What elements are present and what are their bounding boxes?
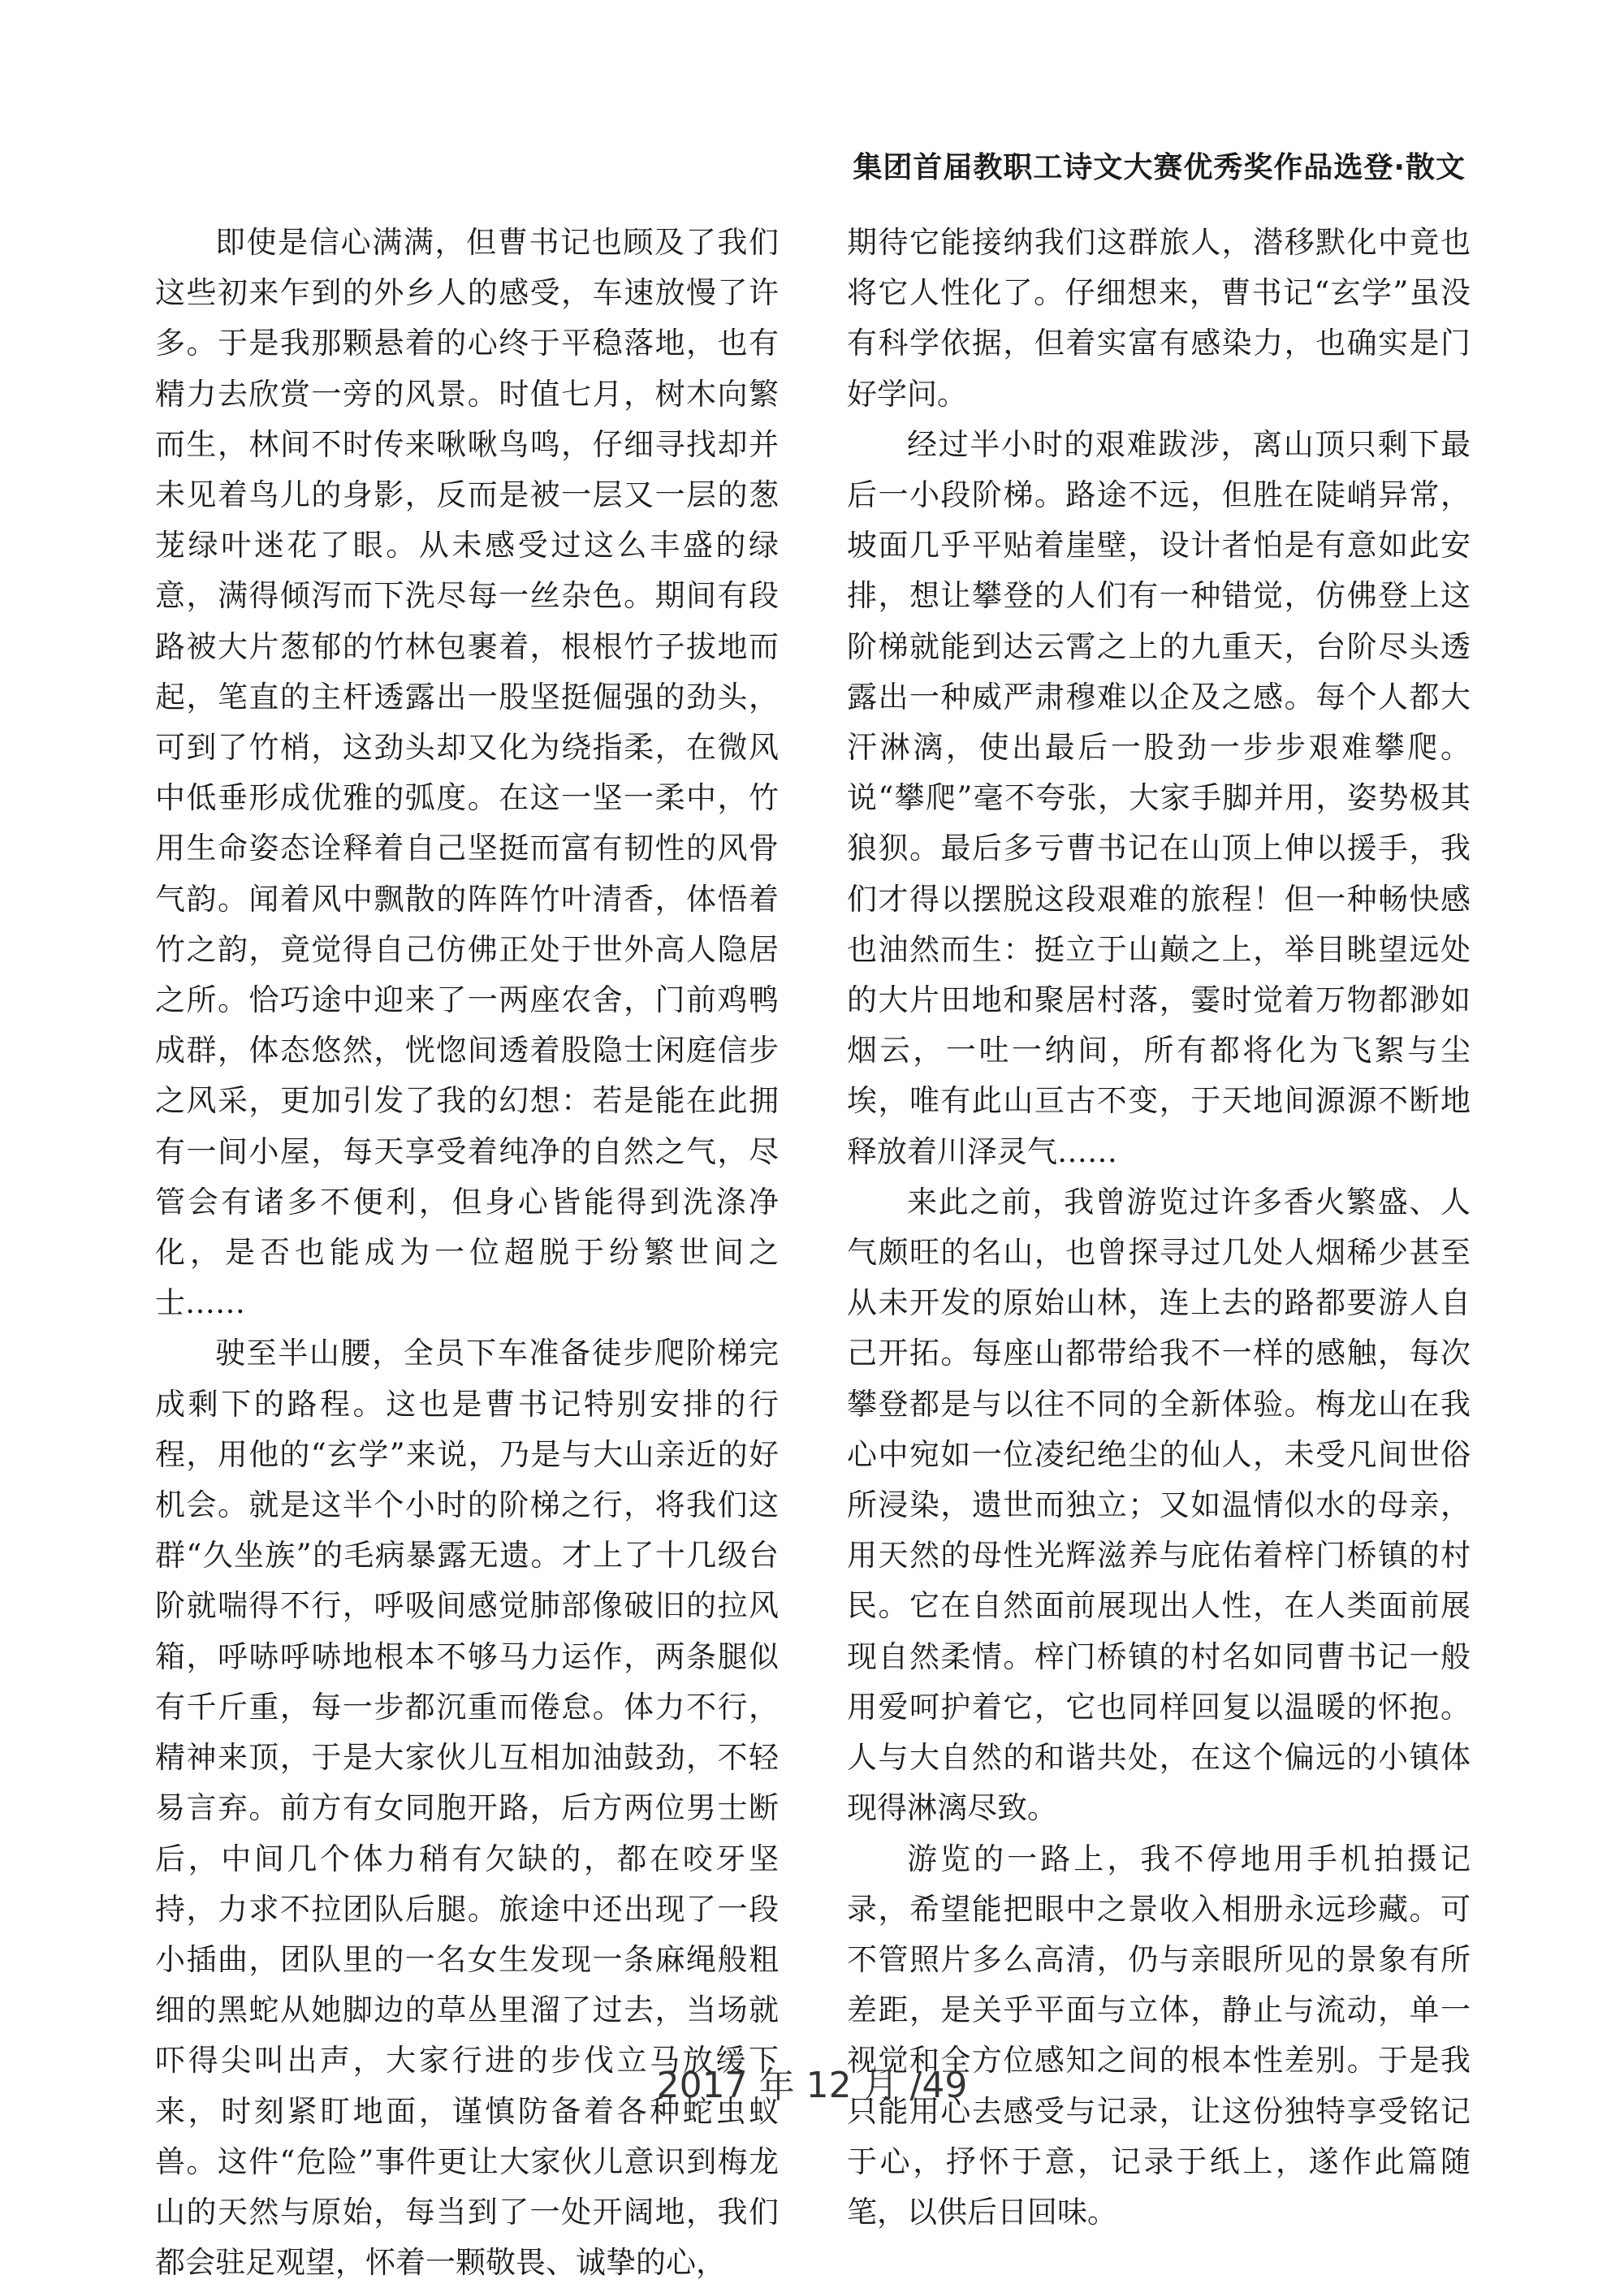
left-column xyxy=(155,218,779,2288)
paragraph: 游览的一路上，我不停地用手机拍摄记录，希望能把眼中之景收入相册永远珍藏。可不管照片多么高清，仍与亲眼所见的景象有所差距，是关乎平面与立体，静止与流动，单一视觉和全方位感知之间的根本性差别。于是我只能用心去感受与记录，让这份独特享受铭记于心，抒怀于意，记录于纸上，遂作此篇随笔，以供后日回味。 xyxy=(847,1841,1471,2230)
paragraph: 即使是信心满满，但曹书记也顾及了我们这些初来乍到的外乡人的感受，车速放慢了许多。于是我那颗悬着的心终于平稳落地，也有精力去欣赏一旁的风景。时值七月，树木向繁而生，林间不时传来啾啾鸟鸣，仔细寻找却并未见着鸟儿的身影，反而是被一层又一层的葱茏绿叶迷花了眼。从未感受过这么丰盛的绿意，满得倾泻而下洗尽每一丝杂色。期间有段路被大片葱郁的竹林包裹着，根根竹子拔地而起，笔直的主杆透露出一股坚挺倔强的劲头，可到了竹梢，这劲头却又化为绕指柔，在微风中低垂形成优雅的弧度。在这一坚一柔中，竹用生命姿态诠释着自己坚挺而富有韧性的风骨气韵。闻着风中飘散的阵阵竹叶清香，体悟着竹之韵，竟觉得自己仿佛正处于世外高人隐居之所。恰巧途中迎来了一两座农舍，门前鸡鸭成群，体态悠然，恍惚间透着股隐士闲庭信步之风采，更加引发了我的幻想：若是能在此拥有一间小屋，每天享受着纯净的自然之气，尽管会有诸多不便利，但身心皆能得到洗涤净化，是否也能成为一位超脱于纷繁世间之士…… xyxy=(155,225,779,1321)
paragraph-continuation: 期待它能接纳我们这群旅人，潜移默化中竟也将它人性化了。仔细想来，曹书记“玄学”虽没有科学依据，但着实富有感染力，也确实是门好学问。 xyxy=(847,225,1471,412)
page-number: 2017 年 12 月 /49 xyxy=(656,2065,968,2106)
right-column xyxy=(847,218,1471,2238)
section-header: 集团首届教职工诗文大赛优秀奖作品选登·散文 xyxy=(853,151,1466,184)
paragraph: 经过半小时的艰难跋涉，离山顶只剩下最后一小段阶梯。路途不远，但胜在陡峭异常，坡面几乎平贴着崖壁，设计者怕是有意如此安排，想让攀登的人们有一种错觉，仿佛登上这阶梯就能到达云霄之上的九重天，台阶尽头透露出一种威严肃穆难以企及之感。每个人都大汗淋漓，使出最后一股劲一步步艰难攀爬。说“攀爬”毫不夸张，大家手脚并用，姿势极其狼狈。最后多亏曹书记在山顶上伸以援手，我们才得以摆脱这段艰难的旅程！但一种畅快感也油然而生：挺立于山巅之上，举目眺望远处的大片田地和聚居村落，霎时觉着万物都渺如烟云，一吐一纳间，所有都将化为飞絮与尘埃，唯有此山亘古不变，于天地间源源不断地释放着川泽灵气…… xyxy=(847,426,1471,1169)
paragraph: 来此之前，我曾游览过许多香火繁盛、人气颇旺的名山，也曾探寻过几处人烟稀少甚至从未开发的原始山林，连上去的路都要游人自己开拓。每座山都带给我不一样的感触，每次攀登都是与以往不同的全新体验。梅龙山在我心中宛如一位凌纪绝尘的仙人，未受凡间世俗所浸染，遗世而独立；又如温情似水的母亲，用天然的母性光辉滋养与庇佑着梓门桥镇的村民。它在自然面前展现出人性，在人类面前展现自然柔情。梓门桥镇的村名如同曹书记一般用爱呵护着它，它也同样回复以温暖的怀抱。人与大自然的和谐共处，在这个偏远的小镇体现得淋漓尽致。 xyxy=(847,1184,1471,1826)
paragraph: 驶至半山腰，全员下车准备徒步爬阶梯完成剩下的路程。这也是曹书记特别安排的行程，用他的“玄学”来说，乃是与大山亲近的好机会。就是这半个小时的阶梯之行，将我们这群“久坐族”的毛病暴露无遗。才上了十几级台阶就喘得不行，呼吸间感觉肺部像破旧的拉风箱，呼哧呼哧地根本不够马力运作，两条腿似有千斤重，每一步都沉重而倦怠。体力不行，精神来顶，于是大家伙儿互相加油鼓劲，不轻易言弃。前方有女同胞开路，后方两位男士断后，中间几个体力稍有欠缺的，都在咬牙坚持，力求不拉团队后腿。旅途中还出现了一段小插曲，团队里的一名女生发现一条麻绳般粗细的黑蛇从她脚边的草丛里溜了过去，当场就吓得尖叫出声，大家行进的步伐立马放缓下来，时刻紧盯地面，谨慎防备着各种蛇虫蚁兽。这件“危险”事件更让大家伙儿意识到梅龙山的天然与原始，每当到了一处开阔地，我们都会驻足观望，怀着一颗敬畏、诚挚的心， xyxy=(155,1336,779,2281)
